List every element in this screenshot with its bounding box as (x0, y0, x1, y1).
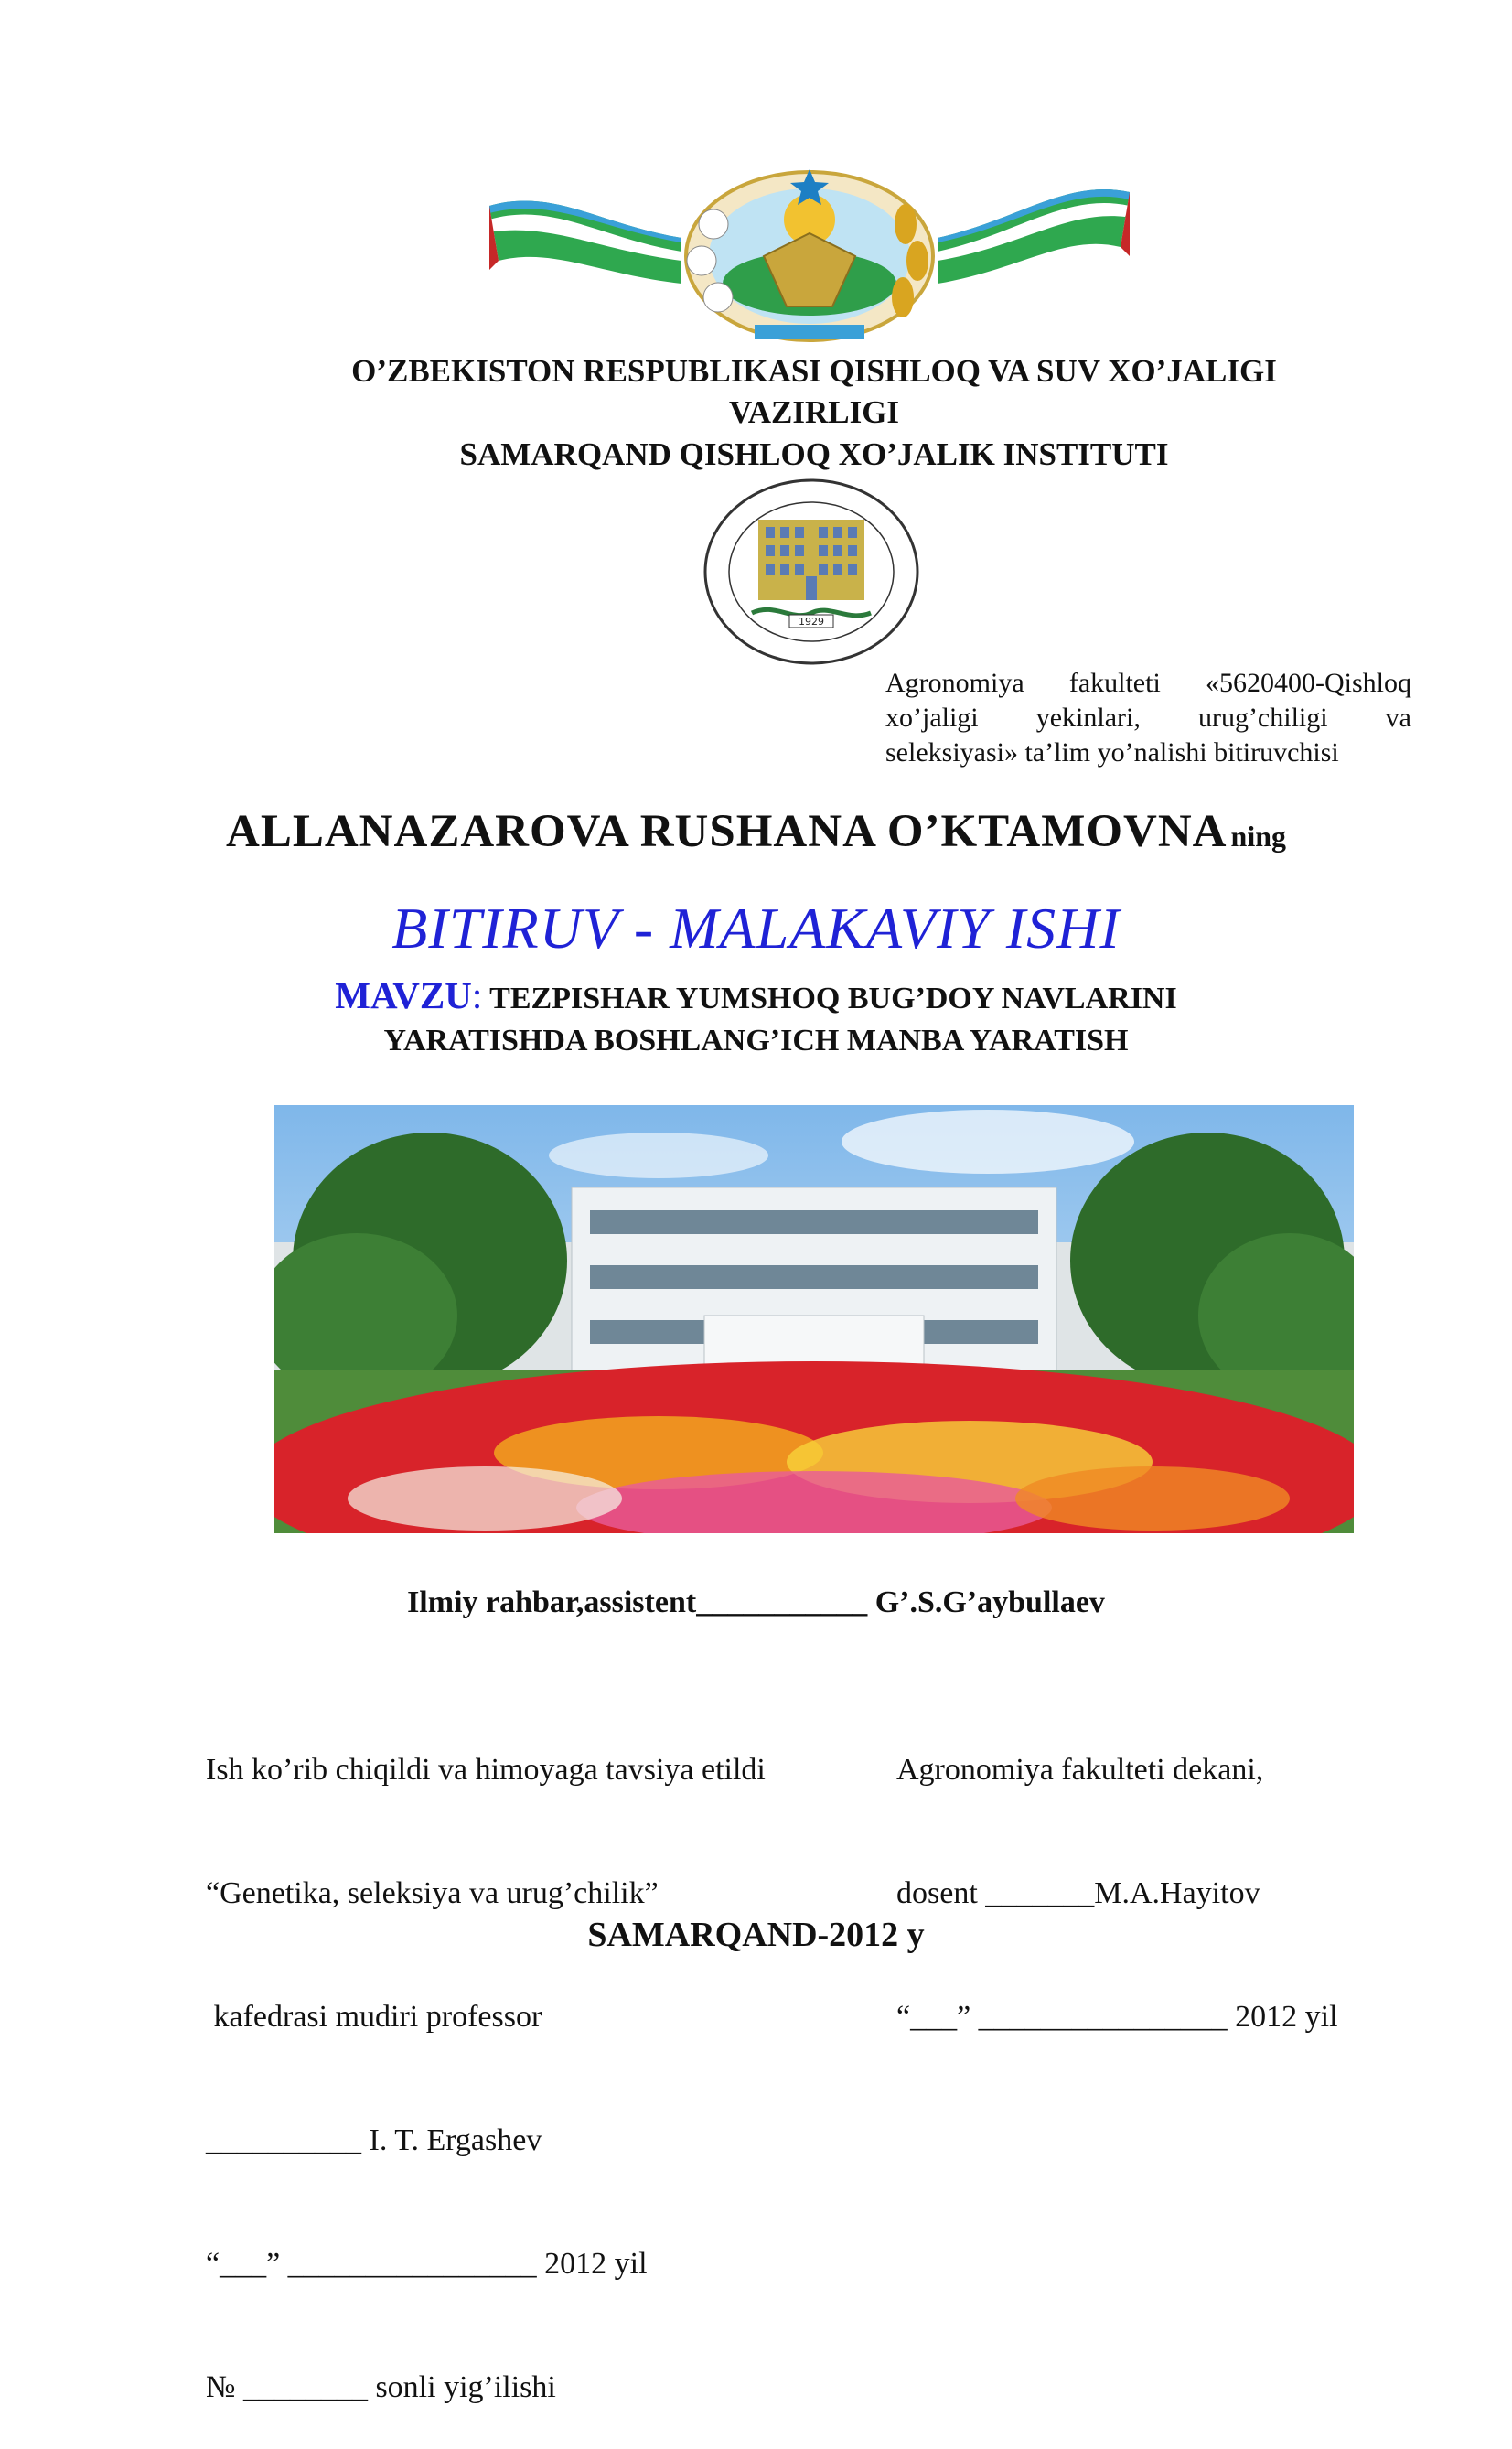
advisor-label: Ilmiy rahbar,assistent (407, 1585, 697, 1619)
dean-line-1: Agronomiya fakulteti dekani, (896, 1753, 1264, 1787)
footer-city-year: SAMARQAND-2012 y (587, 1916, 925, 1954)
approval-line-5: “___” ________________ 2012 yil (206, 2247, 648, 2281)
student-name-line (0, 805, 1512, 858)
approval-line-6: № ________ sonli yig’ilishi (206, 2370, 556, 2404)
topic-colon: : (471, 974, 483, 1016)
institute-name: SAMARQAND QISHLOQ XO’JALIK INSTITUTI (459, 436, 1169, 472)
topic-line-1 (0, 974, 1512, 1020)
topic-text-2: YARATISHDA BOSHLANG’ICH MANBA YARATISH (383, 1024, 1129, 1058)
approval-line-2: “Genetika, seleksiya va urug’chilik” (206, 1876, 659, 1910)
dean-approval (896, 1667, 1338, 2078)
campus-photo (274, 1105, 1354, 1533)
graduate-note-line-1: Agronomiya fakulteti «5620400-Qishloq (885, 668, 1411, 698)
advisor-signature-blank: ___________ (696, 1585, 868, 1619)
graduate-note-line-2: xo’jaligi yekinlari, urug’chiligi va (885, 703, 1411, 733)
ministry-line-2: VAZIRLIGI (728, 394, 900, 430)
seal-year: 1929 (799, 616, 824, 628)
approval-line-4: __________ I. T. Ergashev (206, 2123, 542, 2157)
dean-line-3: “___” ________________ 2012 yil (896, 2000, 1338, 2034)
dean-line-2: dosent _______M.A.Hayitov (896, 1876, 1260, 1910)
topic-label: MAVZU (335, 974, 472, 1016)
graduate-note (885, 666, 1411, 770)
graduate-note-line-3: seleksiyasi» ta’lim yo’nalishi bitiruvchisi (885, 737, 1339, 768)
department-approval (206, 1667, 766, 2449)
student-name: ALLANAZAROVA RUSHANA O’KTAMOVNA (225, 806, 1228, 857)
approval-line-1: Ish ko’rib chiqildi va himoyaga tavsiya etildi (206, 1753, 766, 1787)
state-emblem (489, 169, 1130, 343)
topic-text-1: TEZPISHAR YUMSHOQ BUG’DOY NAVLARINI (489, 982, 1177, 1015)
advisor-name: G’.S.G’aybullaev (874, 1585, 1105, 1619)
institute-seal (702, 476, 921, 668)
work-title: BITIRUV - MALAKAVIY ISHI (391, 896, 1121, 961)
ministry-line-1: O’ZBEKISTON RESPUBLIKASI QISHLOQ VA SUV XO’JALIGI (351, 353, 1277, 389)
student-name-suffix: ning (1230, 820, 1286, 853)
advisor-line (0, 1585, 1512, 1620)
approval-line-3: kafedrasi mudiri professor (206, 2000, 542, 2034)
topic (0, 974, 1512, 1062)
